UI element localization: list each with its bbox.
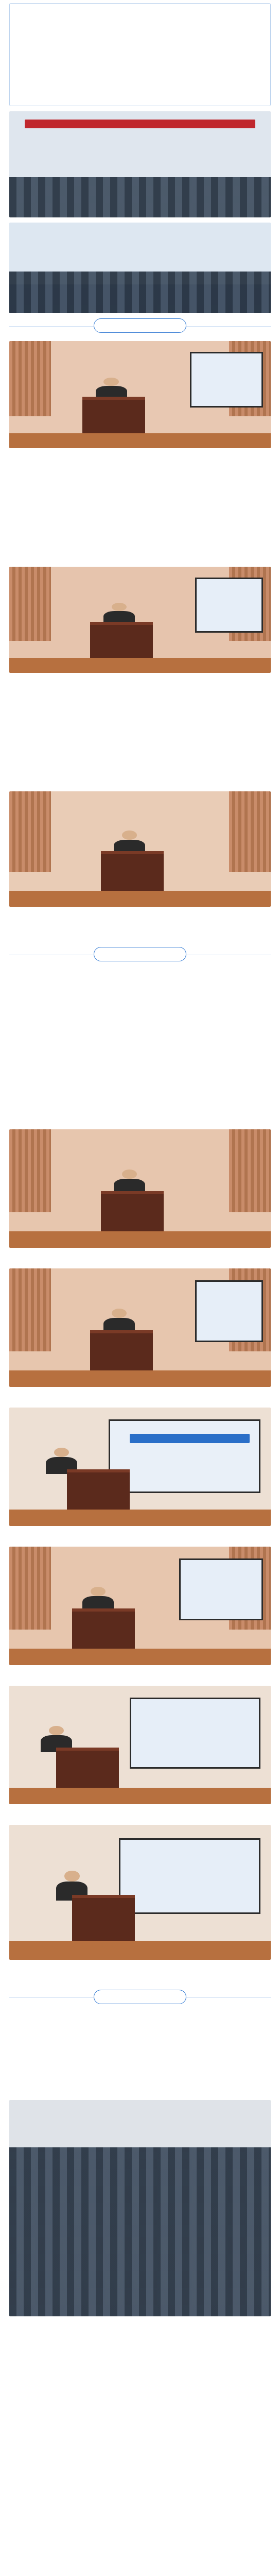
banner-red <box>25 120 255 128</box>
photo-caption <box>9 910 271 941</box>
photo-speaker-slide <box>9 1686 271 1804</box>
section-heading-label <box>94 318 186 333</box>
photo-caption <box>9 1668 271 1680</box>
photo-caption <box>9 1529 271 1540</box>
paragraph <box>9 453 271 562</box>
photo-speaker-podium <box>9 567 271 673</box>
photo-audience <box>9 223 271 313</box>
paragraph <box>9 2346 271 2408</box>
photo-caption <box>9 1390 271 1401</box>
photo-speaker-podium <box>9 1268 271 1387</box>
paragraph <box>9 2012 271 2095</box>
photo-caption <box>9 2319 271 2340</box>
paragraph <box>9 970 271 1124</box>
photo-caption <box>9 1963 271 1984</box>
section-heading-label <box>94 1990 186 2004</box>
photo-speaker-slide <box>9 1408 271 1526</box>
photo-speaker-podium <box>9 341 271 448</box>
paragraph <box>9 678 271 786</box>
photo-speaker-podium <box>9 1547 271 1665</box>
photo-speaker-podium <box>9 791 271 907</box>
section-heading-2 <box>9 947 271 963</box>
section-heading-1 <box>9 318 271 335</box>
section-heading-label <box>94 947 186 961</box>
photo-caption <box>9 1807 271 1819</box>
photo-speaker-slide <box>9 1825 271 1960</box>
section-heading-3 <box>9 1990 271 2006</box>
photo-meeting-hall <box>9 111 271 217</box>
photo-caption <box>9 1251 271 1262</box>
photo-speaker-podium <box>9 1129 271 1248</box>
intro-box <box>9 3 271 106</box>
photo-audience <box>9 2100 271 2316</box>
